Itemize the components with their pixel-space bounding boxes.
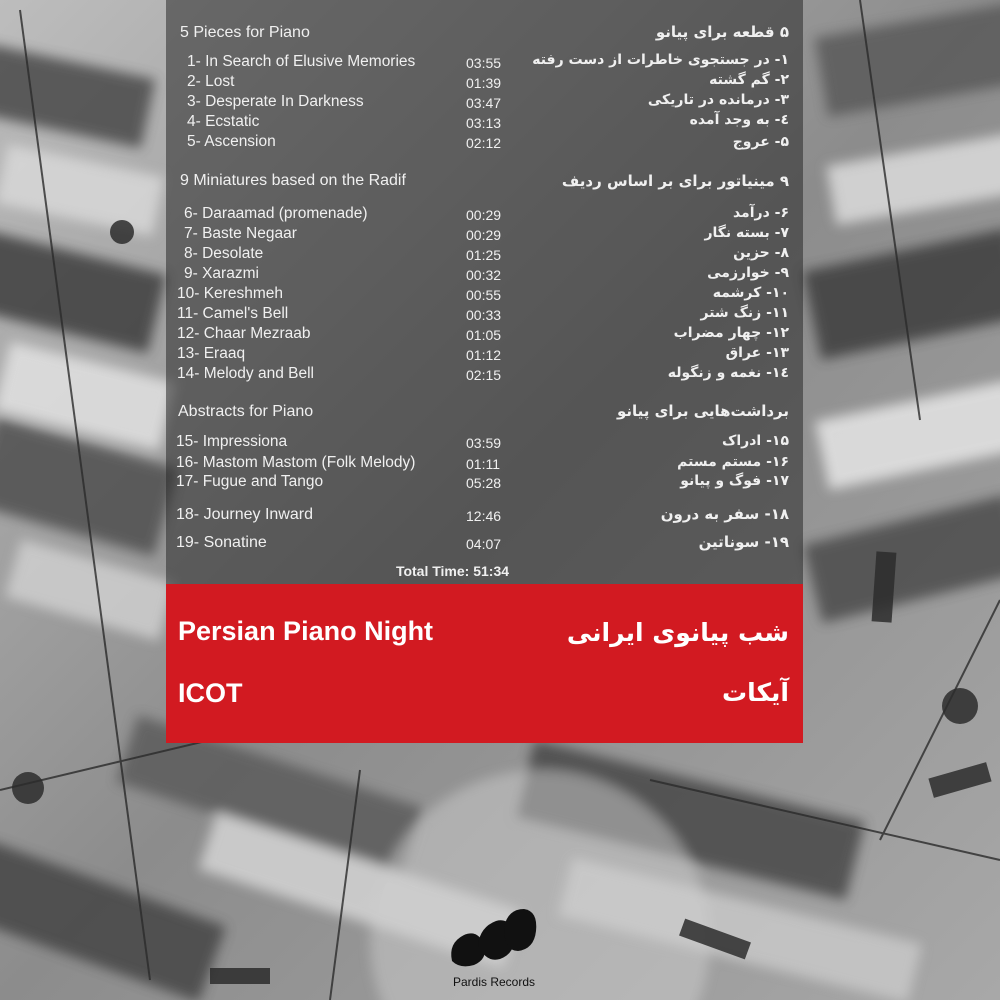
track-title-fa: ۱۸- سفر به درون xyxy=(660,505,789,523)
track-title-fa: ۱٤- نغمه و زنگوله xyxy=(667,365,789,381)
artist-name-en: ICOT xyxy=(178,678,243,708)
track-title-en: 17- Fugue and Tango xyxy=(176,473,324,490)
track-time: 00:29 xyxy=(466,207,502,223)
track-time: 00:32 xyxy=(466,267,502,283)
track-title-en: 14- Melody and Bell xyxy=(177,365,314,382)
track-time: 00:55 xyxy=(466,287,502,303)
track-title-fa: ۶- درآمد xyxy=(732,205,789,221)
track-time: 02:15 xyxy=(466,367,502,383)
track-title-en: 15- Impressiona xyxy=(176,433,288,450)
section-title-en: Abstracts for Piano xyxy=(178,403,314,420)
track-time: 01:05 xyxy=(466,327,502,343)
track-time: 04:07 xyxy=(466,536,502,552)
track-time: 03:47 xyxy=(466,95,502,111)
track-title-fa: ۱۶- مستم مستم xyxy=(677,454,789,470)
section-title-en: 5 Pieces for Piano xyxy=(180,24,310,41)
track-title-en: 7- Baste Negaar xyxy=(184,225,297,242)
tracklist-panel xyxy=(166,0,803,584)
track-title-fa: ۱- در جستجوی خاطرات از دست رفته xyxy=(532,52,789,68)
track-time: 00:29 xyxy=(466,227,502,243)
track-title-fa: ۱۹- سوناتین xyxy=(698,533,789,551)
track-title-fa: ٤- به وجد آمده xyxy=(689,112,789,128)
track-time: 03:13 xyxy=(466,115,502,131)
track-time: 01:12 xyxy=(466,347,502,363)
section-title-fa: برداشت‌هایی برای پیانو xyxy=(617,402,789,420)
track-title-en: 8- Desolate xyxy=(184,245,264,262)
track-title-en: 9- Xarazmi xyxy=(184,265,259,282)
track-title-fa: ۹- خوارزمی xyxy=(707,265,789,281)
section-title-fa: ۵ قطعه برای پیانو xyxy=(655,23,789,41)
track-title-fa: ۱۷- فوگ و پیانو xyxy=(680,473,789,489)
track-title-fa: ۱۵- ادراک xyxy=(722,433,789,449)
track-title-en: 10- Kereshmeh xyxy=(177,285,283,302)
section-title-en: 9 Miniatures based on the Radif xyxy=(180,172,406,189)
track-title-fa: ۱۱- زنگ شتر xyxy=(700,305,789,321)
track-title-en: 16- Mastom Mastom (Folk Melody) xyxy=(176,454,416,471)
label-logo xyxy=(444,905,544,995)
track-title-en: 3- Desperate In Darkness xyxy=(187,93,364,110)
track-time: 00:33 xyxy=(466,307,502,323)
track-title-fa: ۷- بسته نگار xyxy=(704,225,789,241)
track-title-en: 5- Ascension xyxy=(187,133,276,150)
track-title-fa: ۲- گم گشته xyxy=(709,72,789,88)
track-title-en: 6- Daraamad (promenade) xyxy=(184,205,368,222)
album-title-fa: شب پیانوی ایرانی xyxy=(566,618,789,647)
track-title-fa: ۱۳- عراق xyxy=(725,345,789,361)
album-title-en: Persian Piano Night xyxy=(178,616,434,646)
album-banner xyxy=(166,584,803,743)
track-title-en: 4- Ecstatic xyxy=(187,113,260,130)
track-time: 01:25 xyxy=(466,247,502,263)
label-name: Pardis Records xyxy=(452,975,536,989)
track-time: 12:46 xyxy=(466,508,502,524)
track-title-fa: ۸- حزین xyxy=(733,245,789,261)
track-title-en: 1- In Search of Elusive Memories xyxy=(187,53,416,70)
track-time: 01:39 xyxy=(466,75,502,91)
track-time: 01:11 xyxy=(466,456,500,472)
track-time: 05:28 xyxy=(466,475,502,491)
artist-name-fa: آیکات xyxy=(721,678,789,707)
pardis-logo-icon xyxy=(444,905,544,975)
section-title-fa: ۹ مینیاتور برای بر اساس ردیف xyxy=(561,172,789,190)
track-time: 02:12 xyxy=(466,135,502,151)
track-title-en: 12- Chaar Mezraab xyxy=(177,325,311,342)
total-time: Total Time: 51:34 xyxy=(395,563,510,579)
track-title-fa: ۱۲- چهار مضراب xyxy=(673,325,789,341)
track-title-fa: ۱۰- کرشمه xyxy=(712,285,789,301)
track-time: 03:59 xyxy=(466,435,502,451)
track-title-en: 2- Lost xyxy=(187,73,235,90)
track-title-fa: ۵- عروج xyxy=(732,134,789,150)
track-time: 03:55 xyxy=(466,55,502,71)
track-title-en: 13- Eraaq xyxy=(177,345,246,362)
track-title-fa: ۳- درمانده در تاریکی xyxy=(647,92,789,108)
track-title-en: 19- Sonatine xyxy=(176,534,267,551)
track-title-en: 18- Journey Inward xyxy=(176,506,313,523)
track-title-en: 11- Camel's Bell xyxy=(177,305,289,322)
